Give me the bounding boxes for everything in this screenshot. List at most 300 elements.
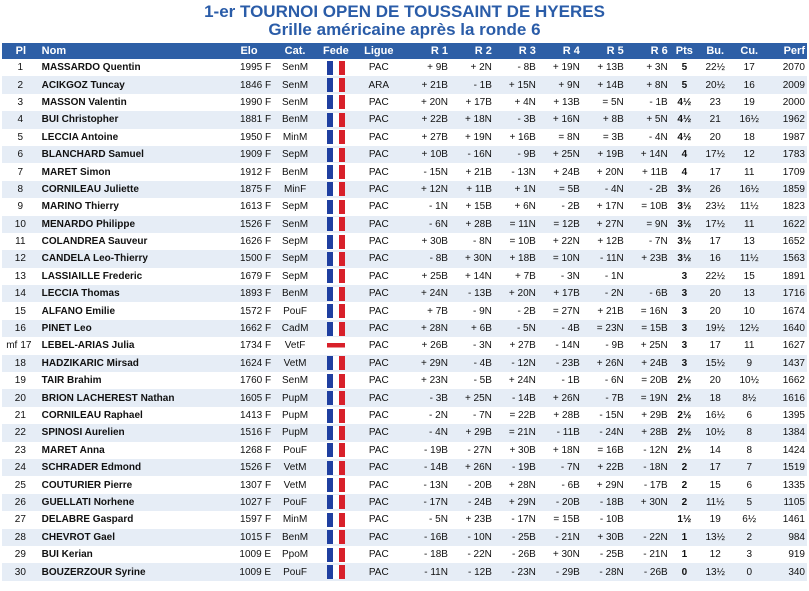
- round-1-result: - 1N: [429, 201, 448, 213]
- table-row: [2, 181, 807, 198]
- league-cell: PAC: [368, 340, 389, 352]
- league-cell: PAC: [355, 320, 403, 337]
- round-3-result: + 30B: [509, 444, 536, 456]
- round-3-result: = 11N: [494, 216, 538, 233]
- buchholz-cell: 17: [709, 236, 721, 248]
- points-cell: 4½: [677, 96, 692, 108]
- round-2-result: + 30N: [450, 250, 494, 267]
- category-cell: VetM: [273, 355, 317, 372]
- table-row: [2, 511, 807, 528]
- buchholz-cell: 17½: [699, 146, 731, 163]
- table-row: [2, 129, 807, 146]
- round-4-result: - 11B: [538, 424, 582, 441]
- round-4-result: + 19N: [552, 62, 580, 74]
- round-2-result: + 2N: [470, 62, 492, 74]
- round-2-result: + 6B: [450, 320, 494, 337]
- points-cell: 2½: [677, 375, 692, 387]
- league-cell: PAC: [368, 305, 389, 317]
- col-header-r3: R 3: [494, 43, 538, 59]
- round-6-result: + 25N: [640, 340, 668, 352]
- elo-cell: 1875 F: [225, 181, 273, 198]
- buchholz-cell: 18: [699, 389, 731, 406]
- performance-cell: 1783: [767, 146, 807, 163]
- category-cell: SepM: [273, 250, 317, 267]
- round-2-result: + 29B: [450, 424, 494, 441]
- col-header-perf: Perf: [767, 43, 807, 59]
- elo-cell: 1912 F: [239, 166, 272, 178]
- col-header-r2: R 2: [450, 43, 494, 59]
- player-name: MASSARDO Quentin: [41, 62, 141, 74]
- rank-cell: [2, 146, 40, 163]
- table-row: [2, 146, 807, 163]
- points-cell: 3: [670, 285, 699, 302]
- elo-cell: 1995 F: [239, 62, 272, 74]
- buchholz-cell: 17: [709, 340, 721, 352]
- round-2-result: - 5B: [473, 375, 492, 387]
- buchholz-cell: 17½: [699, 216, 731, 233]
- round-6-result: = 15B: [626, 320, 670, 337]
- round-6-result: = 16N: [640, 305, 668, 317]
- round-6-result: + 29B: [641, 410, 668, 421]
- round-4-result: + 16N: [538, 111, 582, 128]
- table-row: [2, 268, 807, 285]
- league-cell: PAC: [368, 236, 389, 248]
- elo-cell: 1027 F: [225, 494, 273, 511]
- rank-number: 6: [17, 149, 24, 161]
- round-6-result: - 7N: [648, 236, 668, 248]
- federation-cell: [317, 198, 355, 215]
- points-cell: 0: [670, 563, 699, 580]
- round-5-result: + 19B: [582, 146, 626, 163]
- federation-cell: [317, 285, 355, 302]
- rank-cell: [2, 355, 40, 372]
- rank-number: 14: [14, 288, 26, 300]
- federation-cell: [317, 372, 355, 389]
- rank-cell: [2, 129, 40, 146]
- rank-number: 13: [14, 270, 26, 282]
- round-5-result: + 22B: [582, 459, 626, 476]
- col-header-pts: Pts: [670, 43, 699, 59]
- round-2-result: + 17B: [465, 96, 492, 108]
- round-6-result: - 18N: [626, 459, 670, 476]
- round-6-result: - 21N: [643, 549, 668, 561]
- round-4-result: - 29B: [538, 563, 582, 580]
- rank-number: 12: [14, 253, 26, 265]
- round-4-result: + 17B: [538, 285, 582, 302]
- buchholz-cell: 22½: [705, 62, 725, 74]
- federation-cell: [317, 76, 355, 93]
- category-cell: PpoM: [282, 549, 309, 561]
- round-4-result: = 15B: [553, 514, 580, 526]
- category-cell: MinF: [273, 181, 317, 198]
- elo-cell: 1624 F: [225, 355, 273, 372]
- performance-cell: 1674: [782, 305, 805, 317]
- france-flag-icon: [327, 322, 345, 336]
- points-cell: 2: [670, 494, 699, 511]
- federation-cell: [317, 476, 355, 493]
- federation-cell: [317, 529, 355, 546]
- round-1-result: - 3B: [403, 389, 450, 406]
- points-cell: 4½: [670, 111, 699, 128]
- france-flag-icon: [327, 217, 345, 231]
- buchholz-cell: 16: [699, 250, 731, 267]
- round-6-result: - 12N: [643, 444, 668, 456]
- france-flag-icon: [327, 426, 345, 440]
- france-flag-icon: [327, 95, 345, 109]
- player-name: LEBEL-ARIAS Julia: [41, 340, 135, 352]
- table-row: [2, 563, 807, 580]
- performance-cell: 1563: [767, 250, 807, 267]
- round-6-result: - 2B: [626, 181, 670, 198]
- round-3-result: + 1N: [494, 181, 538, 198]
- points-cell: 3: [670, 320, 699, 337]
- category-cell: BenM: [273, 529, 317, 546]
- round-3-result: - 17N: [511, 514, 536, 526]
- cumulative-cell: 11: [744, 340, 755, 352]
- performance-cell: 1384: [767, 424, 807, 441]
- elo-cell: 1909 F: [225, 146, 273, 163]
- round-3-result: - 12N: [494, 355, 538, 372]
- france-flag-icon: [327, 495, 345, 509]
- round-4-result: + 26N: [538, 389, 582, 406]
- elo-cell: 1526 F: [225, 216, 273, 233]
- table-row: [2, 494, 807, 511]
- performance-cell: 2009: [767, 76, 807, 93]
- performance-cell: 984: [767, 529, 807, 546]
- round-4-result: - 3N: [560, 270, 580, 282]
- player-name: SCHRADER Edmond: [40, 459, 225, 476]
- round-1-result: + 7B: [427, 305, 448, 317]
- player-title: mf: [6, 340, 18, 352]
- elo-cell: 1990 F: [239, 96, 272, 108]
- rank-cell: [2, 285, 40, 302]
- performance-cell: 340: [767, 563, 807, 580]
- rank-number: 1: [17, 62, 24, 74]
- elo-cell: 1662 F: [225, 320, 273, 337]
- player-name: LECCIA Thomas: [40, 285, 225, 302]
- rank-cell: [2, 424, 40, 441]
- points-cell: 3: [681, 270, 688, 282]
- rank-cell: [2, 372, 40, 389]
- france-flag-icon: [327, 287, 345, 301]
- elo-cell: 1268 F: [239, 444, 272, 456]
- player-name: CORNILEAU Raphael: [41, 410, 143, 421]
- category-cell: PouF: [283, 305, 308, 317]
- league-cell: PAC: [355, 216, 403, 233]
- buchholz-cell: 20: [709, 131, 721, 143]
- cumulative-cell: 8: [731, 424, 767, 441]
- round-5-result: + 12B: [597, 236, 624, 248]
- league-cell: PAC: [355, 355, 403, 372]
- round-5-result: - 1N: [604, 270, 624, 282]
- rank-cell: [2, 302, 40, 319]
- round-5-result: + 14B: [582, 76, 626, 93]
- france-flag-icon: [327, 165, 345, 179]
- federation-cell: [317, 268, 355, 285]
- buchholz-cell: 20½: [699, 76, 731, 93]
- player-name: TAIR Brahim: [41, 375, 102, 387]
- table-row: [2, 302, 807, 319]
- round-5-result: + 8B: [582, 111, 626, 128]
- performance-cell: 1709: [782, 166, 805, 178]
- round-1-result: - 18B: [424, 549, 448, 561]
- round-5-result: = 3B: [602, 131, 624, 143]
- buchholz-cell: 17: [699, 459, 731, 476]
- cumulative-cell: 11½: [739, 201, 759, 213]
- table-row: [2, 389, 807, 406]
- rank-number: 30: [14, 566, 26, 578]
- round-4-result: = 5B: [538, 181, 582, 198]
- player-name: COUTURIER Pierre: [41, 479, 133, 491]
- buchholz-cell: 11½: [699, 494, 731, 511]
- rank-cell: [2, 94, 40, 111]
- round-6-result: = 9N: [626, 216, 670, 233]
- buchholz-cell: 15½: [699, 355, 731, 372]
- round-3-result: - 8B: [517, 62, 536, 74]
- buchholz-cell: 13½: [699, 529, 731, 546]
- round-1-result: - 19B: [424, 444, 448, 456]
- league-cell: PAC: [368, 444, 389, 456]
- player-name: BRION LACHEREST Nathan: [40, 389, 225, 406]
- rank-cell: [2, 59, 40, 76]
- elo-cell: 1893 F: [225, 285, 273, 302]
- performance-cell: 1105: [767, 494, 807, 511]
- round-1-result: - 6N: [403, 216, 450, 233]
- rank-number: 4: [17, 114, 24, 126]
- round-3-result: - 25B: [494, 529, 538, 546]
- standings-table: [2, 43, 807, 581]
- rank-cell: [2, 216, 40, 233]
- category-cell: SenM: [282, 62, 309, 74]
- cumulative-cell: 12½: [731, 320, 767, 337]
- round-5-result: = 16B: [597, 444, 624, 456]
- federation-cell: [317, 355, 355, 372]
- buchholz-cell: 19: [709, 514, 721, 526]
- federation-cell: [317, 320, 355, 337]
- player-name: MENARDO Philippe: [40, 216, 225, 233]
- rank-number: 29: [14, 549, 26, 561]
- round-1-result: - 5N: [429, 514, 448, 526]
- points-cell: 1½: [677, 514, 692, 526]
- rank-number: 2: [17, 79, 24, 91]
- performance-cell: 1662: [782, 375, 805, 387]
- round-1-result: + 24N: [403, 285, 450, 302]
- points-cell: 2½: [677, 410, 692, 421]
- round-5-result: - 28N: [582, 563, 626, 580]
- federation-cell: [317, 59, 355, 76]
- table-row: [2, 198, 807, 215]
- round-6-result: + 30N: [626, 494, 670, 511]
- france-flag-icon: [327, 374, 345, 388]
- rank-cell: [2, 76, 40, 93]
- round-5-result: - 6N: [604, 375, 624, 387]
- france-flag-icon: [327, 182, 345, 196]
- performance-cell: 1962: [767, 111, 807, 128]
- round-2-result: - 3N: [473, 340, 492, 352]
- round-5-result: - 9B: [605, 340, 624, 352]
- league-cell: PAC: [368, 131, 389, 143]
- league-cell: PAC: [355, 529, 403, 546]
- points-cell: 3½: [670, 181, 699, 198]
- round-3-result: + 28N: [508, 479, 536, 491]
- round-3-result: + 24N: [508, 375, 536, 387]
- performance-cell: 1616: [767, 389, 807, 406]
- round-3-result: - 19B: [494, 459, 538, 476]
- league-cell: PAC: [368, 62, 389, 74]
- round-5-result: = 5N: [602, 96, 624, 108]
- round-2-result: + 14N: [464, 270, 492, 282]
- rank-cell: [2, 494, 40, 511]
- elo-cell: 1760 F: [239, 375, 272, 387]
- points-cell: 4: [681, 166, 688, 178]
- round-5-result: + 29N: [596, 479, 624, 491]
- player-name: BUI Christopher: [40, 111, 225, 128]
- cumulative-cell: 11: [731, 216, 767, 233]
- round-3-result: = 21N: [494, 424, 538, 441]
- rank-cell: [2, 337, 40, 354]
- round-3-result: + 7B: [515, 270, 536, 282]
- round-6-result: - 26B: [626, 563, 670, 580]
- round-6-result: + 8N: [626, 76, 670, 93]
- col-header-r5: R 5: [582, 43, 626, 59]
- performance-cell: 1519: [767, 459, 807, 476]
- round-1-result: - 17N: [403, 494, 450, 511]
- round-1-result: - 16B: [403, 529, 450, 546]
- round-3-result: + 15N: [494, 76, 538, 93]
- round-1-result: - 4N: [403, 424, 450, 441]
- federation-cell: [317, 442, 355, 459]
- league-cell: PAC: [355, 181, 403, 198]
- rank-number: 3: [17, 96, 24, 108]
- player-name: MARINO Thierry: [41, 201, 119, 213]
- round-5-result: + 21B: [597, 305, 624, 317]
- player-name: MARET Simon: [41, 166, 111, 178]
- round-5-result: + 27N: [582, 216, 626, 233]
- cumulative-cell: 3: [746, 549, 753, 561]
- france-flag-icon: [327, 461, 345, 475]
- federation-cell: [317, 511, 355, 528]
- elo-cell: 1881 F: [225, 111, 273, 128]
- league-cell: PAC: [355, 285, 403, 302]
- rank-number: 27: [14, 514, 26, 526]
- round-4-result: - 23B: [538, 355, 582, 372]
- cumulative-cell: 16: [731, 76, 767, 93]
- rank-number: 7: [17, 166, 24, 178]
- round-4-result: - 7N: [538, 459, 582, 476]
- cumulative-cell: 5: [731, 494, 767, 511]
- elo-cell: 1597 F: [239, 514, 272, 526]
- round-3-result: = 10B: [509, 236, 536, 248]
- round-2-result: + 15B: [465, 201, 492, 213]
- federation-cell: [317, 216, 355, 233]
- cumulative-cell: 9: [731, 355, 767, 372]
- france-flag-icon: [327, 548, 345, 562]
- table-row: [2, 94, 807, 111]
- elo-cell: 1516 F: [225, 424, 273, 441]
- table-row: [2, 355, 807, 372]
- league-cell: PAC: [355, 111, 403, 128]
- round-4-result: + 22N: [552, 236, 580, 248]
- elo-cell: 1009 E: [225, 563, 273, 580]
- performance-cell: 1627: [782, 340, 805, 352]
- round-5-result: - 15N: [599, 410, 624, 421]
- points-cell: 2½: [677, 444, 692, 456]
- round-6-result: + 14N: [626, 146, 670, 163]
- category-cell: SepM: [273, 146, 317, 163]
- round-5-result: - 18B: [582, 494, 626, 511]
- player-name: MARET Anna: [41, 444, 105, 456]
- category-cell: SenM: [282, 96, 309, 108]
- rank-cell: [2, 407, 40, 424]
- rank-number: 20: [14, 392, 26, 404]
- buchholz-cell: 20: [709, 305, 721, 317]
- round-5-result: + 17N: [596, 201, 624, 213]
- federation-cell: [317, 337, 355, 354]
- rank-number: 11: [15, 236, 26, 248]
- rank-cell: [2, 181, 40, 198]
- col-header-ligue: Ligue: [355, 43, 403, 59]
- buchholz-cell: 12: [709, 549, 721, 561]
- performance-cell: 1424: [782, 444, 805, 456]
- federation-cell: [317, 389, 355, 406]
- table-row: [2, 459, 807, 476]
- table-row: [2, 372, 807, 389]
- round-3-result: - 14B: [494, 389, 538, 406]
- player-name: CANDELA Leo-Thierry: [40, 250, 225, 267]
- page-subtitle: Grille américaine après la ronde 6: [268, 20, 541, 39]
- rank-number: 17: [20, 340, 32, 352]
- round-1-result: - 2N: [429, 410, 448, 421]
- performance-cell: 1437: [767, 355, 807, 372]
- round-4-result: - 6B: [561, 479, 580, 491]
- performance-cell: 1640: [767, 320, 807, 337]
- points-cell: 3½: [677, 236, 692, 248]
- france-flag-icon: [327, 113, 345, 127]
- round-6-result: + 11B: [642, 166, 668, 178]
- round-5-result: = 23N: [582, 320, 626, 337]
- league-cell: PAC: [368, 375, 389, 387]
- round-2-result: + 28B: [450, 216, 494, 233]
- rank-number: 5: [17, 131, 24, 143]
- round-6-result: - 22N: [626, 529, 670, 546]
- category-cell: PupM: [282, 410, 309, 421]
- league-cell: PAC: [355, 250, 403, 267]
- rank-number: 21: [14, 410, 26, 421]
- player-name: LASSIAILLE Frederic: [41, 270, 143, 282]
- performance-cell: 1461: [782, 514, 805, 526]
- round-6-result: - 6B: [626, 285, 670, 302]
- round-3-result: - 9B: [494, 146, 538, 163]
- round-4-result: + 13B: [553, 96, 580, 108]
- federation-cell: [317, 181, 355, 198]
- france-flag-icon: [327, 200, 345, 214]
- federation-cell: [317, 94, 355, 111]
- indonesia-flag-icon: [327, 339, 345, 353]
- france-flag-icon: [327, 304, 345, 318]
- rank-number: 10: [14, 218, 26, 230]
- rank-cell: [2, 111, 40, 128]
- federation-cell: [317, 546, 355, 563]
- round-1-result: - 8B: [403, 250, 450, 267]
- round-2-result: - 16N: [450, 146, 494, 163]
- round-4-result: = 27N: [552, 305, 580, 317]
- round-3-result: + 16B: [509, 131, 536, 143]
- round-2-result: - 7N: [473, 410, 492, 421]
- round-4-result: = 12B: [538, 216, 582, 233]
- category-cell: SepM: [282, 236, 309, 248]
- category-cell: SenM: [282, 375, 309, 387]
- round-6-result: = 20B: [641, 375, 668, 387]
